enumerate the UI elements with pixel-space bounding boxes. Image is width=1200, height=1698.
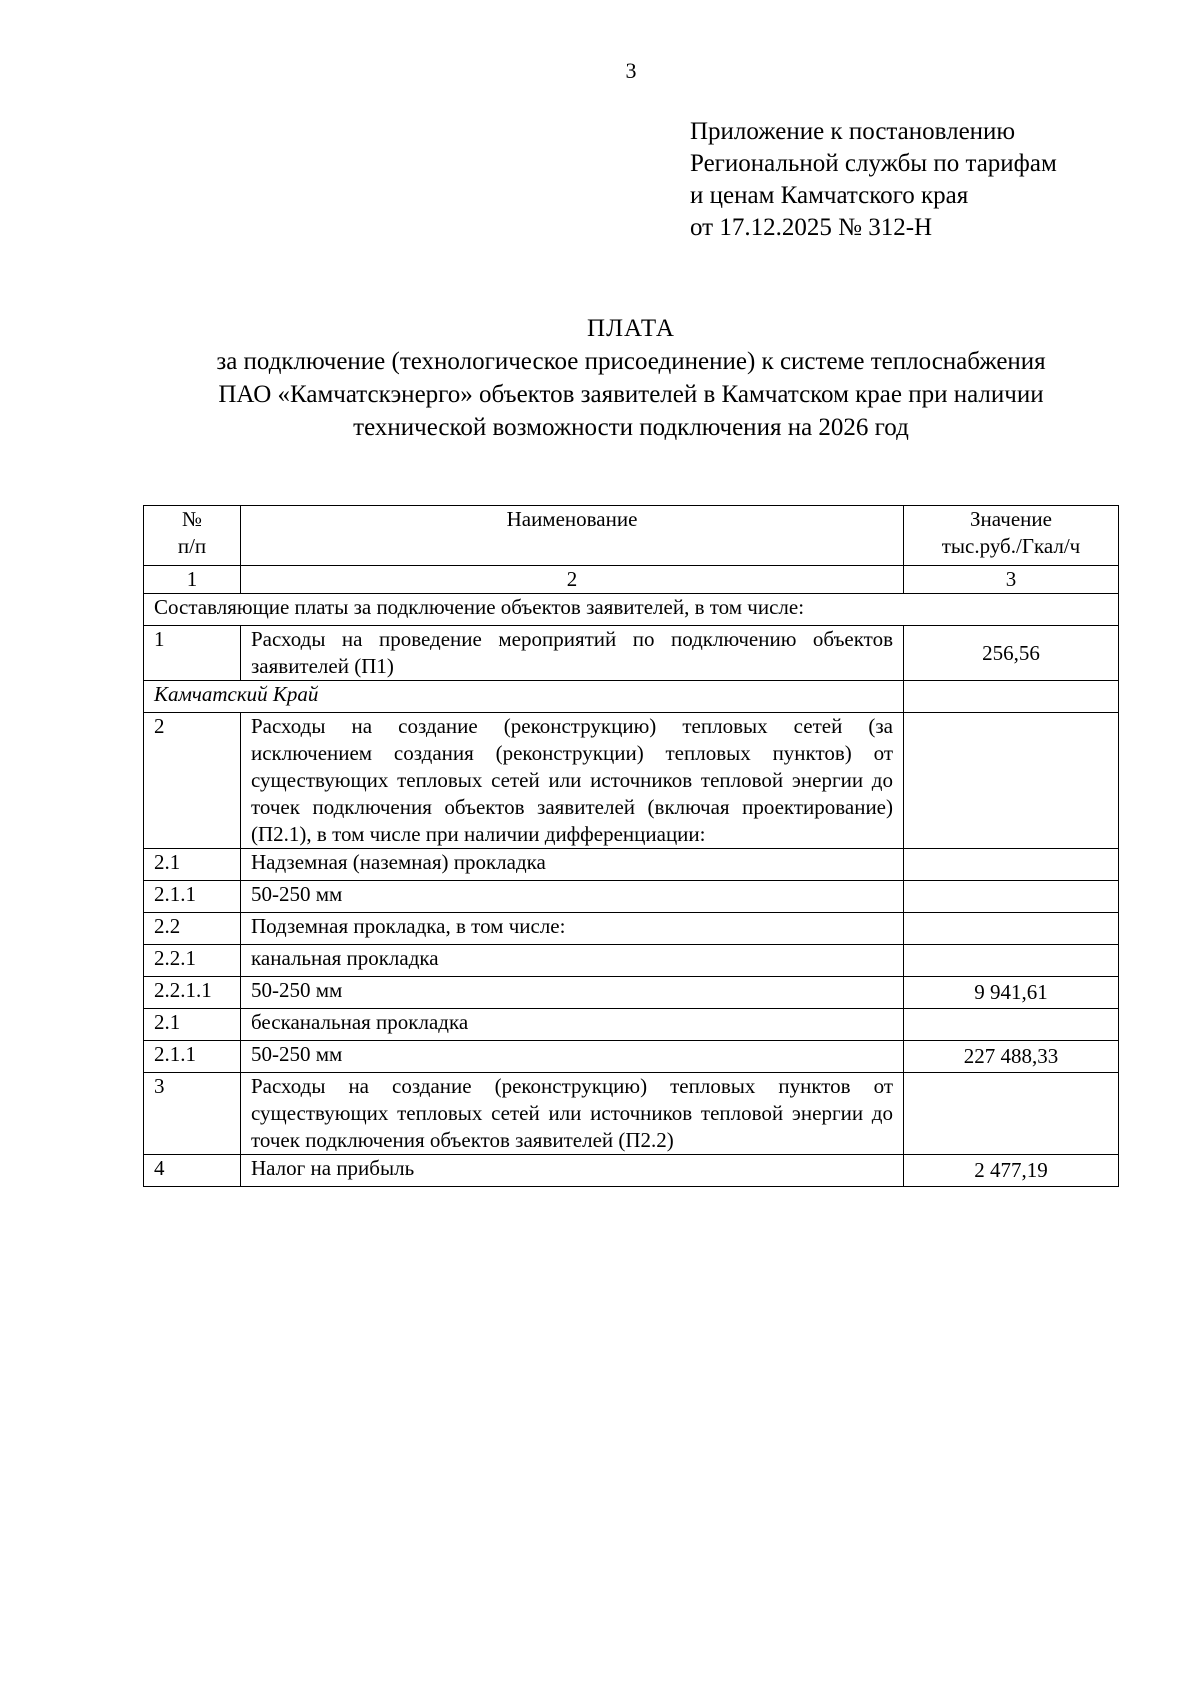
row-name: Расходы на создание (реконструкцию) тепловых сетей (за исключением создания (реконструкции) тепловых пунктов) от существующих тепловых сетей или источников тепловой энергии до точек подключения объектов заявителей (включая проектирование) (П2.1), в том числе при наличии дифференциации:: [241, 713, 904, 849]
column-number-row: [144, 566, 1119, 594]
header-value-label: Значение: [970, 507, 1052, 531]
table-row: [144, 1009, 1119, 1041]
row-name: канальная прокладка: [241, 945, 904, 977]
row-value: [904, 945, 1119, 977]
table-row: [144, 626, 1119, 681]
section-row: [144, 594, 1119, 626]
row-number: 2.2.1.1: [144, 977, 241, 1009]
column-number-cell: 3: [904, 566, 1119, 594]
row-name: Подземная прокладка, в том числе:: [241, 913, 904, 945]
section-row-cell: Составляющие платы за подключение объектов заявителей, в том числе:: [144, 594, 1119, 626]
row-value: [904, 713, 1119, 849]
subtitle-line: технической возможности подключения на 2026 год: [353, 414, 909, 441]
appendix-line: от 17.12.2025 № 312-Н: [690, 214, 933, 241]
row-number: 2: [144, 713, 241, 849]
header-number-symbol: №: [181, 507, 203, 531]
row-name: Надземная (наземная) прокладка: [241, 849, 904, 881]
row-value: 9 941,61: [904, 977, 1119, 1009]
subtitle-line: за подключение (технологическое присоединение) к системе теплоснабжения: [216, 348, 1046, 375]
region-row-cell: Камчатский Край: [144, 681, 904, 713]
row-name: 50-250 мм: [241, 1041, 904, 1073]
row-number: 2.1.1: [144, 881, 241, 913]
row-name: 50-250 мм: [241, 977, 904, 1009]
table-row: [144, 1073, 1119, 1155]
appendix-block: [690, 116, 1160, 244]
row-value: [904, 1073, 1119, 1155]
row-name: Расходы на создание (реконструкцию) тепловых пунктов от существующих тепловых сетей или источников тепловой энергии до точек подключения объектов заявителей (П2.2): [241, 1073, 904, 1155]
row-number: 2.1: [144, 1009, 241, 1041]
row-value: 2 477,19: [904, 1155, 1119, 1187]
header-name-cell: Наименование: [241, 506, 904, 566]
row-value: [904, 913, 1119, 945]
row-value: [904, 881, 1119, 913]
column-number-cell: 1: [144, 566, 241, 594]
row-value: [904, 1009, 1119, 1041]
row-value: [904, 849, 1119, 881]
row-number: 4: [144, 1155, 241, 1187]
row-number: 2.2.1: [144, 945, 241, 977]
table-row: [144, 1041, 1119, 1073]
table-row: [144, 977, 1119, 1009]
page-number: 3: [625, 58, 637, 83]
row-number: 2.1: [144, 849, 241, 881]
appendix-line: и ценам Камчатского края: [690, 182, 969, 209]
document-heading: ПЛАТА: [587, 315, 675, 342]
table-header-row: [144, 506, 1119, 566]
tariff-table: [143, 505, 1119, 1187]
row-name: 50-250 мм: [241, 881, 904, 913]
row-value: 227 488,33: [904, 1041, 1119, 1073]
row-name: Расходы на проведение мероприятий по подключению объектов заявителей (П1): [241, 626, 904, 681]
table-row: [144, 713, 1119, 849]
row-number: 2.1.1: [144, 1041, 241, 1073]
appendix-line: Региональной службы по тарифам: [690, 150, 1057, 177]
table-row: [144, 945, 1119, 977]
row-number: 3: [144, 1073, 241, 1155]
subtitle-line: ПАО «Камчатскэнерго» объектов заявителей в Камчатском крае при наличии: [218, 381, 1044, 408]
row-name: бесканальная прокладка: [241, 1009, 904, 1041]
table-row: [144, 1155, 1119, 1187]
row-name: Налог на прибыль: [241, 1155, 904, 1187]
column-number-cell: 2: [241, 566, 904, 594]
header-number-cell: [144, 506, 241, 566]
table-row: [144, 881, 1119, 913]
appendix-line: Приложение к постановлению: [690, 118, 1016, 145]
row-number: 2.2: [144, 913, 241, 945]
table-row: [144, 913, 1119, 945]
region-row-value: [904, 681, 1119, 713]
header-value-cell: [904, 506, 1119, 566]
row-number: 1: [144, 626, 241, 681]
header-number-abbr: п/п: [177, 534, 207, 558]
table-row: [144, 849, 1119, 881]
region-row: [144, 681, 1119, 713]
row-value: 256,56: [904, 626, 1119, 681]
document-subtitle: [0, 345, 1200, 444]
header-value-unit: тыс.руб./Гкал/ч: [941, 534, 1081, 558]
